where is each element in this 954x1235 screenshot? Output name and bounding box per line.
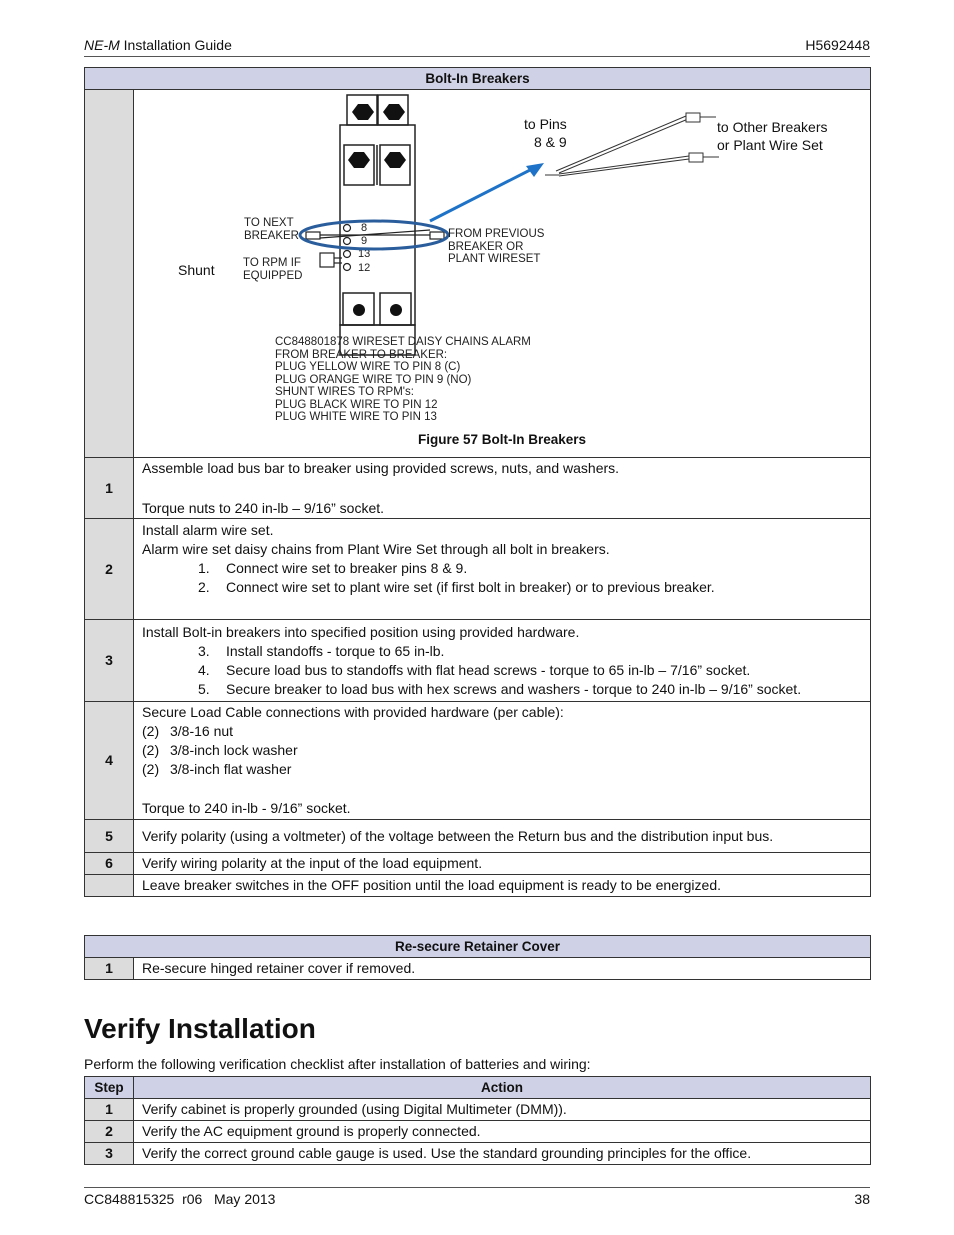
list-item-text: 3/8-inch flat washer: [170, 761, 292, 777]
step-text: Install Bolt-in breakers into specified position using provided hardware.: [142, 623, 580, 640]
retainer-cover-table: [84, 935, 871, 980]
figure-caption: Figure 57 Bolt-In Breakers: [417, 432, 587, 447]
list-item-number: 5.: [198, 680, 210, 697]
step-number: 2: [85, 519, 134, 620]
guide-title: [84, 37, 232, 53]
from-prev-line-3: PLANT WIRESET: [448, 253, 541, 265]
table-row: [85, 820, 871, 853]
step-content: Re-secure hinged retainer cover if removed.: [134, 958, 871, 980]
table-row: [85, 1121, 871, 1143]
step-text: Install alarm wire set.: [142, 522, 274, 538]
step-content: Verify polarity (using a voltmeter) of the voltage between the Return bus and the distribution input bus.: [134, 820, 871, 853]
list-item-number: 1.: [198, 560, 210, 576]
step-number: 4: [85, 702, 134, 820]
list-item-text: 3/8-inch lock washer: [170, 742, 298, 758]
pin-label-12: 12: [358, 262, 371, 274]
table-row: [85, 1143, 871, 1165]
step-content: [134, 702, 871, 820]
to-pins-label: [524, 115, 567, 151]
section-heading: Verify Installation: [84, 1013, 316, 1044]
step-list: [142, 559, 862, 597]
list-item-number: 2.: [198, 579, 210, 595]
list-item-text: Connect wire set to breaker pins 8 & 9.: [226, 560, 468, 576]
to-pins-line-1: to Pins: [524, 116, 567, 132]
note-line-2: FROM BREAKER TO BREAKER:: [275, 349, 448, 361]
list-item: [142, 741, 862, 760]
list-item-text: Connect wire set to plant wire set (if first bolt in breaker) or to previous breaker.: [226, 579, 715, 595]
list-item: [142, 760, 862, 779]
table-row: [85, 1099, 871, 1121]
from-prev-line-1: FROM PREVIOUS: [448, 228, 545, 240]
breaker-body: [340, 95, 415, 355]
list-item: [142, 661, 862, 680]
retainer-title: Re-secure Retainer Cover: [85, 936, 871, 958]
list-item-qty: (2): [142, 761, 160, 777]
step-number: 5: [85, 820, 134, 853]
table-row: [85, 875, 871, 897]
callout-arrow: [430, 163, 544, 221]
step-content: Verify the correct ground cable gauge is used. Use the standard grounding principles for the office.: [134, 1143, 871, 1165]
note-line-1: CC848801878 WIRESET DAISY CHAINS ALARM: [275, 336, 531, 348]
step-number: 1: [85, 958, 134, 980]
figure-cell: [134, 90, 871, 458]
step-number: 1: [85, 458, 134, 519]
pin-label-9: 9: [361, 235, 368, 247]
to-other-breakers-label: [717, 118, 828, 154]
pin-label-13: 13: [358, 248, 371, 260]
step-text: Alarm wire set daisy chains from Plant Wire Set through all bolt in breakers.: [142, 541, 610, 557]
step-number: [85, 875, 134, 897]
to-rpm-line-1: TO RPM IF: [243, 257, 301, 269]
pin-label-8: 8: [361, 222, 368, 234]
figure-step-cell: [85, 90, 134, 458]
list-item-number: 3.: [198, 642, 210, 659]
page-header: [84, 36, 870, 57]
step-content: Verify cabinet is properly grounded (using Digital Multimeter (DMM)).: [134, 1099, 871, 1121]
note-line-6: PLUG BLACK WIRE TO PIN 12: [275, 399, 438, 411]
step-content: [134, 458, 871, 519]
table-row: [85, 519, 871, 620]
step-content: Verify the AC equipment ground is properly connected.: [134, 1121, 871, 1143]
to-other-line-1: to Other Breakers: [717, 119, 828, 135]
step-number: 6: [85, 853, 134, 875]
bolt-in-breakers-title: Bolt-In Breakers: [85, 68, 871, 90]
list-item-number: 4.: [198, 661, 210, 678]
step-list: [142, 642, 862, 699]
bolt-in-breakers-table: [84, 67, 871, 897]
table-row: [85, 958, 871, 980]
step-content: [134, 519, 871, 620]
hardware-list: [142, 722, 862, 779]
to-next-line-2: BREAKER: [244, 230, 299, 242]
table-row: [85, 853, 871, 875]
note-line-7: PLUG WHITE WIRE TO PIN 13: [275, 411, 437, 423]
table-row: [85, 620, 871, 702]
table-row: [85, 702, 871, 820]
note-line-4: PLUG ORANGE WIRE TO PIN 9 (NO): [275, 374, 472, 386]
list-item: [142, 642, 862, 661]
step-content: [134, 620, 871, 702]
list-item-text: Install standoffs - torque to 65 in-lb.: [226, 642, 445, 659]
to-rpm-line-2: EQUIPPED: [243, 270, 303, 282]
step-number: 3: [85, 620, 134, 702]
guide-title-rest: Installation Guide: [119, 37, 232, 53]
step-text: Assemble load bus bar to breaker using provided screws, nuts, and washers.: [142, 459, 620, 476]
to-pins-line-2: 8 & 9: [534, 134, 567, 150]
table-row: [85, 458, 871, 519]
step-content: Verify wiring polarity at the input of the load equipment.: [134, 853, 871, 875]
list-item: [142, 722, 862, 741]
list-item: [142, 578, 862, 597]
column-header-action: Action: [134, 1077, 871, 1099]
from-prev-line-2: BREAKER OR: [448, 241, 524, 253]
page-footer: [84, 1187, 870, 1210]
step-number: 2: [85, 1121, 134, 1143]
step-number: 3: [85, 1143, 134, 1165]
to-next-line-1: TO NEXT: [244, 217, 294, 229]
wire-set-detail: [545, 113, 719, 176]
verify-table: [84, 1076, 871, 1165]
note-line-3: PLUG YELLOW WIRE TO PIN 8 (C): [275, 361, 461, 373]
list-item: [142, 680, 862, 699]
footer-doc-id: CC848815325 r06 May 2013: [84, 1191, 276, 1207]
doc-number: H5692448: [805, 37, 870, 53]
list-item-qty: (2): [142, 723, 160, 739]
note-line-5: SHUNT WIRES TO RPM's:: [275, 386, 414, 398]
to-other-line-2: or Plant Wire Set: [717, 137, 823, 153]
step-content: Leave breaker switches in the OFF position until the load equipment is ready to be energized.: [134, 875, 871, 897]
column-header-step: Step: [85, 1077, 134, 1099]
list-item-text: Secure load bus to standoffs with flat head screws - torque to 65 in-lb – 7/16” socket.: [226, 661, 751, 678]
list-item-text: Secure breaker to load bus with hex screws and washers - torque to 240 in-lb – 9/16” socket.: [226, 680, 802, 697]
step-number: 1: [85, 1099, 134, 1121]
breaker-terminals: [348, 104, 406, 316]
list-item-text: 3/8-16 nut: [170, 723, 234, 739]
step-text: Torque nuts to 240 in-lb – 9/16” socket.: [142, 499, 385, 516]
step-text: Secure Load Cable connections with provided hardware (per cable):: [142, 704, 564, 720]
section-intro: Perform the following verification checklist after installation of batteries and wiring:: [84, 1056, 591, 1072]
list-item-qty: (2): [142, 742, 160, 758]
shunt-label: Shunt: [178, 262, 215, 278]
list-item: [142, 559, 862, 578]
product-name: NE-M: [84, 37, 120, 53]
step-text: Torque to 240 in-lb - 9/16” socket.: [142, 800, 351, 816]
page-number: 38: [854, 1191, 870, 1207]
